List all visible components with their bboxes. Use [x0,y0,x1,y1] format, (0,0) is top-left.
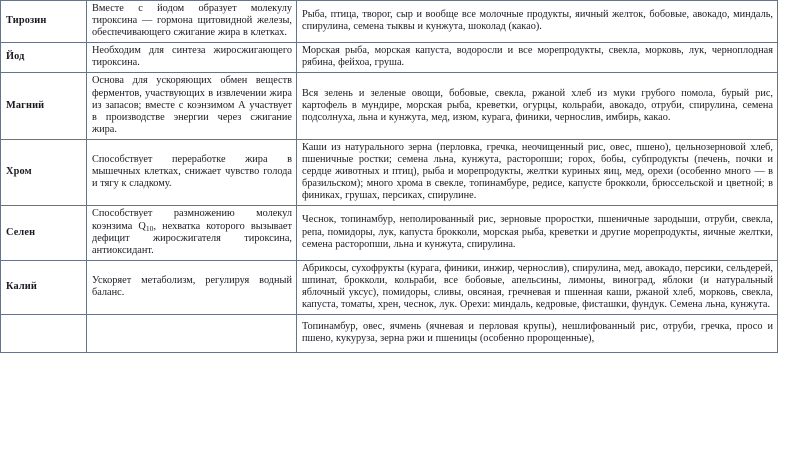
function-text-prefix: Способствует размножению молекул коэнзима Q [92,208,292,232]
function-text: Основа для ускоряющих обмен веществ ферментов, участвующих в извлечении жира из запасов; вместе с коэнзимом А участвует в производстве энергии через сжигание жира. [92,75,292,135]
nutrient-sources-cell [297,1,778,43]
table-row [1,315,778,353]
sources-text: Топинамбур, овес, ячмень (ячневая и перловая крупы), нешлифованный рис, отруби, гречка, просо и пшено, кукуруза, зерна ржи и пшеницы (особенно пророщенные), [302,321,773,345]
nutrient-function-cell [87,206,297,260]
nutrient-function-cell [87,260,297,314]
nutrient-name-cell: Магний [1,73,87,139]
table-row [1,139,778,205]
sources-text: Абрикосы, сухофрукты (курага, финики, инжир, чернослив), спирулина, мед, авокадо, персики, сельдерей, шпинат, брокколи, кольраби, все бобовые, апельсины, лимоны, виноград, яблоки (и натуральный яблочный уксус), помидоры, сливы, овсяная, гречневая и пшенная каши, ржаной хлеб, морковь, свекла, капуста, томаты, хрен, чеснок, лук. Орехи: миндаль, кедровые, фисташки, фундук. Семена льна, кунжута. [302,262,773,311]
nutrient-name-cell: Калий [1,260,87,314]
sources-text: Вся зелень и зеленые овощи, бобовые, свекла, ржаной хлеб из муки грубого помола, бурый рис, картофель в мундире, морская рыба, креветки, огурцы, кольраби, авокадо, отруби, спирулина, семена подсолнуха, льна и кунжута, мед, изюм, курага, финики, чернослив, имбирь, какао. [302,87,773,123]
sources-text: Каши из натурального зерна (перловка, гречка, неочищенный рис, овес, пшено), цельнозерновой хлеб, пшеничные ростки; семена льна, кунжута, расторопши; горох, бобы, субпродукты (печень, почки и сердце животных и птиц), рыба и морепродукты, желтки куриных яиц, мед, орехи (особенно много — в бразильском); много хрома в свекле, топинамбуре, редисе, капусте брокколи, брюссельской и цветной; в финиках, грушах, персиках, спирулине. [302,141,773,202]
nutrient-function-cell [87,139,297,205]
nutrient-function-cell [87,1,297,43]
table-body [1,1,778,353]
nutrient-name-cell: Йод [1,43,87,73]
nutrient-sources-cell [297,260,778,314]
sources-text: Рыба, птица, творог, сыр и вообще все молочные продукты, яичный желток, бобовые, авокадо, миндаль, спирулина, семена тыквы и кунжута, шоколад (какао). [302,9,773,33]
table-row [1,206,778,260]
nutrient-sources-cell [297,315,778,353]
table-row [1,73,778,139]
nutrient-sources-cell [297,43,778,73]
function-text: Ускоряет метаболизм, регулируя водный баланс. [92,274,292,298]
nutrient-name-cell: Селен [1,206,87,260]
function-text [92,208,292,256]
coenzyme-subscript: 10 [145,223,154,233]
nutrient-sources-cell [297,206,778,260]
nutrient-name-cell: Хром [1,139,87,205]
nutrient-sources-cell [297,73,778,139]
nutrient-name-cell [1,315,87,353]
nutrient-function-cell [87,315,297,353]
nutrient-function-cell [87,73,297,139]
function-text: Необходим для синтеза жиросжигающего тироксина. [92,45,292,69]
table-row [1,43,778,73]
table-row [1,260,778,314]
nutrient-sources-cell [297,139,778,205]
function-text: Вместе с йодом образует молекулу тироксина — гормона щитовидной железы, обеспечивающего сжигание жира в клетках. [92,3,292,39]
nutrient-function-cell [87,43,297,73]
table-row [1,1,778,43]
function-text: Способствует переработке жира в мышечных клетках, снижает чувство голода и тягу к сладкому. [92,154,292,190]
sources-text: Чеснок, топинамбур, неполированный рис, зерновые проростки, пшеничные зародыши, отруби, свекла, репа, помидоры, лук, капуста брокколи, морская рыба, креветки и другие морепродукты, яичные желтки, семена расторопши, льна и кунжута, спирулина. [302,214,773,250]
function-text-suffix: , нехватка которого вызывает дефицит жиросжигателя тироксина, антиоксидант. [92,220,292,256]
nutrient-name-cell: Тирозин [1,1,87,43]
sources-text: Морская рыба, морская капуста, водоросли и все морепродукты, свекла, морковь, лук, черноплодная рябина, фейхоа, груша. [302,45,773,69]
